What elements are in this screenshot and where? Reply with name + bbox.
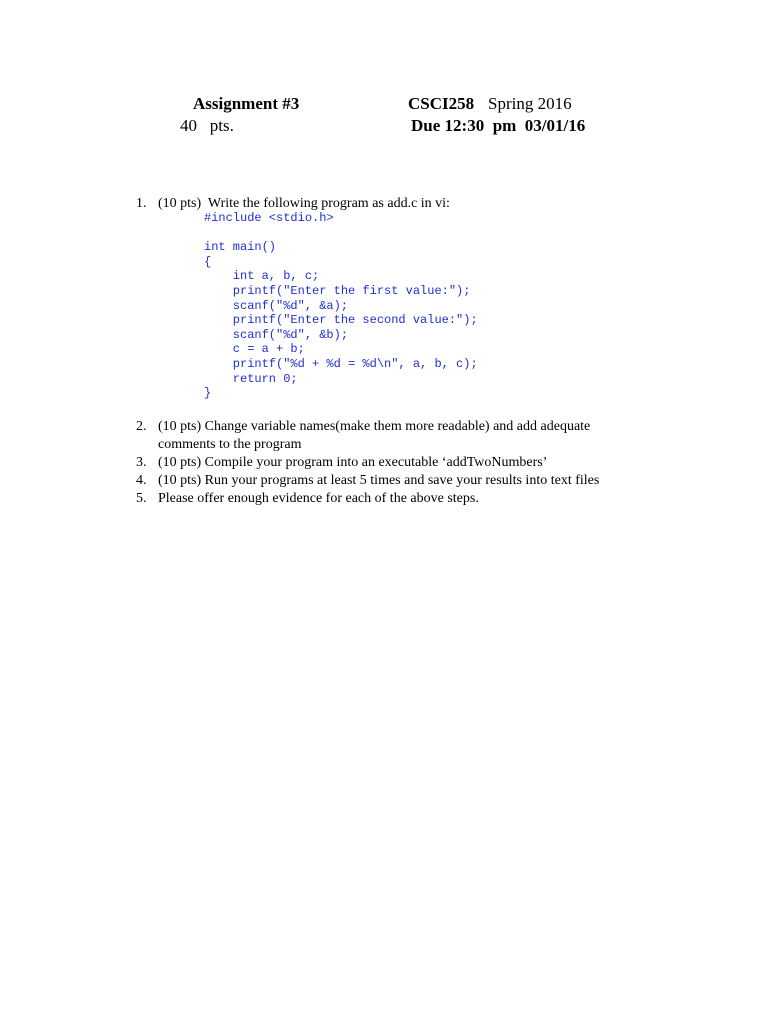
code-line: printf("Enter the first value:"); xyxy=(204,283,471,298)
code-line: return 0; xyxy=(204,371,298,386)
code-line: scanf("%d", &a); xyxy=(204,298,349,313)
code-line: #include <stdio.h> xyxy=(204,211,334,225)
code-line: { xyxy=(204,254,212,269)
code-line: int a, b, c; xyxy=(204,269,320,284)
assignment-title: Assignment #3 xyxy=(193,94,300,113)
list-item-text: (10 pts) Write the following program as add.c in vi: xyxy=(158,196,450,211)
list-item-number: 2. xyxy=(136,419,147,434)
code-line: c = a + b; xyxy=(204,342,305,357)
code-line xyxy=(204,226,478,241)
list-item-text: (10 pts) Change variable names(make them more readable) and add adequate xyxy=(158,419,591,434)
code-line: } xyxy=(204,386,212,401)
course-code: CSCI258 xyxy=(408,94,475,113)
list-item-number: 1. xyxy=(136,196,147,211)
list-item-text: Please offer enough evidence for each of the above steps. xyxy=(158,491,479,506)
total-points: 40 pts. xyxy=(180,116,234,135)
list-item-number: 5. xyxy=(136,491,147,506)
code-block xyxy=(204,211,478,401)
code-line: printf("Enter the second value:"); xyxy=(204,313,478,328)
list-item-number: 4. xyxy=(136,473,147,488)
due-date: Due 12:30 pm 03/01/16 xyxy=(411,116,586,135)
code-line: int main() xyxy=(204,240,277,255)
list-item-number: 3. xyxy=(136,455,147,470)
code-line: scanf("%d", &b); xyxy=(204,327,349,342)
list-item-text: comments to the program xyxy=(158,437,302,452)
list-item-text: (10 pts) Run your programs at least 5 times and save your results into text files xyxy=(158,473,600,488)
list-item-text: (10 pts) Compile your program into an executable ‘addTwoNumbers’ xyxy=(158,455,548,470)
semester: Spring 2016 xyxy=(488,94,572,113)
code-line: printf("%d + %d = %d\n", a, b, c); xyxy=(204,356,478,371)
